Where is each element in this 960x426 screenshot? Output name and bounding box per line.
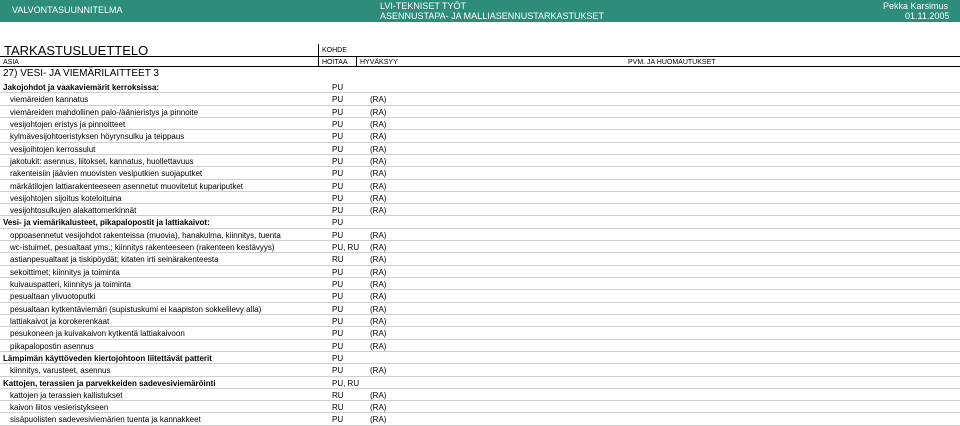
responsible-party: PU, RU bbox=[332, 243, 360, 253]
check-item-text: pesualtaan kytkentäviemäri (supistuskumi ei kaapiston sokkelilevy alla) bbox=[10, 304, 262, 314]
hoitaa-label: HOITAA bbox=[322, 59, 348, 66]
approver: (RA) bbox=[370, 193, 387, 203]
checklist-row bbox=[0, 106, 960, 118]
group-heading-row bbox=[0, 81, 960, 93]
responsible-party: PU bbox=[332, 83, 344, 92]
checklist-row bbox=[0, 155, 960, 167]
checklist-row bbox=[0, 118, 960, 130]
check-item-text: vesijohtojen sijoitus koteloituina bbox=[10, 193, 122, 203]
check-item-text: kaivon liitos vesieristykseen bbox=[10, 403, 109, 413]
responsible-party: PU bbox=[332, 353, 344, 363]
pvm-label: PVM. JA HUOMAUTUKSET bbox=[628, 59, 716, 66]
group-heading: Kattojen, terassien ja parvekkeiden sadevesiviemäröinti bbox=[3, 378, 216, 388]
approver: (RA) bbox=[370, 316, 387, 326]
approver: (RA) bbox=[370, 181, 387, 191]
hyvaksyy-label: HYVÄKSYY bbox=[360, 59, 398, 66]
responsible-party: PU bbox=[332, 119, 344, 129]
responsible-party: PU bbox=[332, 366, 344, 376]
checklist-row bbox=[0, 327, 960, 339]
check-item-text: vesijohtosulkujen alakattomerkinnät bbox=[10, 206, 137, 216]
check-item-text: pesukoneen ja kuivakaivon kytkentä lattiakaivoon bbox=[10, 329, 185, 339]
responsible-party: PU bbox=[332, 304, 344, 314]
checklist-table bbox=[0, 81, 960, 426]
approver: (RA) bbox=[370, 292, 387, 302]
checklist-row bbox=[0, 229, 960, 241]
responsible-party: PU bbox=[332, 280, 344, 289]
document-type: VALVONTASUUNNITELMA bbox=[12, 5, 123, 15]
approver: (RA) bbox=[370, 169, 387, 179]
check-item-text: pesualtaan ylivuotoputki bbox=[10, 292, 96, 302]
checklist-row bbox=[0, 204, 960, 216]
responsible-party: PU bbox=[332, 329, 344, 339]
approver: (RA) bbox=[370, 304, 387, 314]
responsible-party: PU bbox=[332, 218, 344, 228]
responsible-party: PU bbox=[332, 292, 344, 302]
responsible-party: PU bbox=[332, 144, 344, 154]
document-header-bar bbox=[0, 0, 960, 22]
responsible-party: PU bbox=[332, 206, 344, 216]
kohde-label: KOHDE bbox=[322, 47, 347, 54]
check-item-text: kattojen ja terassien kallistukset bbox=[10, 390, 123, 400]
group-heading: Lämpimän käyttöveden kiertojohtoon liitettävät patterit bbox=[3, 353, 212, 363]
approver: (RA) bbox=[370, 341, 387, 351]
approver: (RA) bbox=[370, 206, 387, 216]
responsible-party: PU bbox=[332, 341, 344, 351]
approver: (RA) bbox=[370, 329, 387, 339]
checklist-row bbox=[0, 143, 960, 155]
approver: (RA) bbox=[370, 107, 387, 117]
responsible-party: PU bbox=[332, 267, 344, 277]
approver: (RA) bbox=[370, 255, 387, 265]
approver: (RA) bbox=[370, 267, 387, 277]
approver: (RA) bbox=[370, 243, 387, 253]
responsible-party: PU bbox=[332, 132, 344, 142]
check-item-text: kylmävesijohtoeristyksen höyrynsulku ja teippaus bbox=[10, 132, 185, 142]
checklist-row bbox=[0, 253, 960, 265]
approver: (RA) bbox=[370, 415, 387, 425]
responsible-party: PU bbox=[332, 316, 344, 326]
check-item-text: vesijoihtojen kerrossulut bbox=[10, 144, 96, 154]
approver: (RA) bbox=[370, 95, 387, 105]
checklist-row bbox=[0, 266, 960, 278]
approver: (RA) bbox=[370, 156, 387, 166]
check-item-text: oppoasennetut vesijohdot rakenteissa (muovia), hanakulma, kiinnitys, tuenta bbox=[10, 230, 281, 240]
check-item-text: lattiakaivot ja korokerenkaat bbox=[10, 316, 110, 326]
document-subtitle: ASENNUSTAPA- JA MALLIASENNUSTARKASTUKSET bbox=[380, 11, 605, 21]
group-heading-row bbox=[0, 216, 960, 228]
responsible-party: RU bbox=[332, 403, 344, 413]
section-title: 27) VESI- JA VIEMÄRILAITTEET 3 bbox=[3, 68, 159, 79]
check-item-text: kuivauspatteri, kiinnitys ja toiminta bbox=[10, 280, 131, 289]
check-item-text: wc-istuimet, pesualtaat yms.; kiinnitys rakenteeseen (rakenteen kestävyys) bbox=[10, 243, 275, 253]
group-heading: Jakojohdot ja vaakaviemärit kerroksissa: bbox=[3, 83, 160, 92]
check-item-text: sisäpuolisten sadevesiviemärien tuenta ja kannakkeet bbox=[10, 415, 201, 425]
responsible-party: PU, RU bbox=[332, 378, 360, 388]
checklist-row bbox=[0, 389, 960, 401]
group-heading-row bbox=[0, 352, 960, 364]
responsible-party: PU bbox=[332, 181, 344, 191]
responsible-party: PU bbox=[332, 415, 344, 425]
divider bbox=[0, 56, 960, 57]
responsible-party: PU bbox=[332, 95, 344, 105]
checklist-row bbox=[0, 364, 960, 376]
group-heading: Vesi- ja viemärikalusteet, pikapalopostit ja lattiakaivot: bbox=[3, 218, 210, 228]
author-name: Pekka Karsimus bbox=[883, 1, 949, 11]
check-item-text: viemäreiden kannatus bbox=[10, 95, 89, 105]
checklist-row bbox=[0, 167, 960, 179]
approver: (RA) bbox=[370, 119, 387, 129]
approver: (RA) bbox=[370, 132, 387, 142]
checklist-row bbox=[0, 130, 960, 142]
approver: (RA) bbox=[370, 144, 387, 154]
check-item-text: vesijohtojen eristys ja pinnoitteet bbox=[10, 119, 126, 129]
check-item-text: rakenteisiin jäävien muovisten vesiputkien suojaputket bbox=[10, 169, 203, 179]
responsible-party: PU bbox=[332, 193, 344, 203]
approver: (RA) bbox=[370, 230, 387, 240]
check-item-text: märkätilojen lattiarakenteeseen asennetut muovitetut kupariputket bbox=[10, 181, 244, 191]
checklist-row bbox=[0, 315, 960, 327]
approver: (RA) bbox=[370, 280, 387, 289]
divider bbox=[0, 66, 960, 67]
checklist-row bbox=[0, 401, 960, 413]
check-item-text: sekoittimet; kiinnitys ja toiminta bbox=[10, 267, 120, 277]
responsible-party: RU bbox=[332, 255, 344, 265]
responsible-party: PU bbox=[332, 107, 344, 117]
check-item-text: viemäreiden mahdollinen palo-/äänieristys ja pinnoite bbox=[10, 107, 199, 117]
checklist-row bbox=[0, 93, 960, 105]
checklist-row bbox=[0, 303, 960, 315]
document-subject: LVI-TEKNISET TYÖT bbox=[380, 1, 467, 11]
approver: (RA) bbox=[370, 366, 387, 376]
asia-label: ASIA bbox=[3, 59, 19, 66]
check-item-text: kiinnitys, varusteet, asennus bbox=[10, 366, 111, 376]
responsible-party: RU bbox=[332, 390, 344, 400]
responsible-party: PU bbox=[332, 169, 344, 179]
checklist-row bbox=[0, 290, 960, 302]
checklist-row bbox=[0, 241, 960, 253]
responsible-party: PU bbox=[332, 230, 344, 240]
check-item-text: pikapalopostin asennus bbox=[10, 341, 94, 351]
check-item-text: jakotukit: asennus, liitokset, kannatus, huollettavuus bbox=[10, 156, 194, 166]
check-item-text: astianpesualtaat ja tiskipöydät; kitaten irti seinärakenteesta bbox=[10, 255, 219, 265]
checklist-row bbox=[0, 180, 960, 192]
group-heading-row bbox=[0, 377, 960, 389]
approver: (RA) bbox=[370, 403, 387, 413]
form-title: TARKASTUSLUETTELO bbox=[4, 43, 149, 58]
document-date: 01.11.2005 bbox=[905, 11, 950, 21]
responsible-party: PU bbox=[332, 156, 344, 166]
approver: (RA) bbox=[370, 390, 387, 400]
checklist-row bbox=[0, 278, 960, 290]
checklist-row bbox=[0, 192, 960, 204]
checklist-row bbox=[0, 340, 960, 352]
